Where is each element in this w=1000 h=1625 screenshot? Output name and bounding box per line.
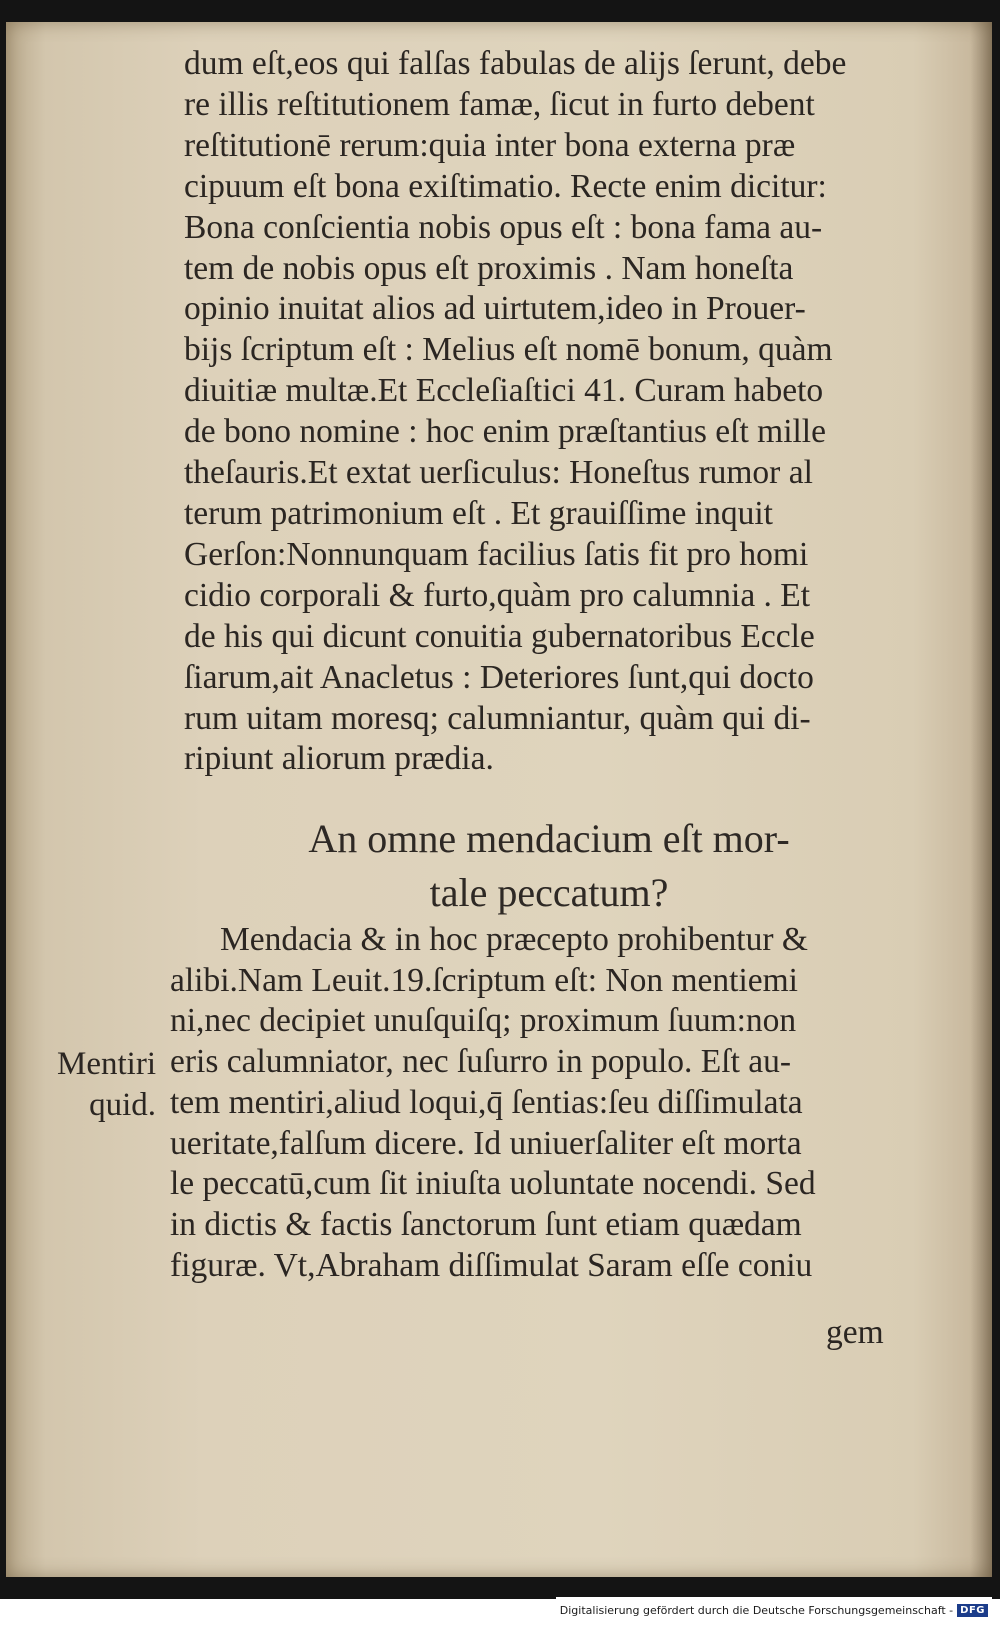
catchword: gem [826,1314,884,1351]
text-line: dum eſt,eos qui falſas fabulas de alijs ſerunt, debe [184,45,847,82]
digitization-credit [556,1597,992,1623]
margin-note [26,1044,156,1126]
text-line: tem mentiri,aliud loqui,q̄ ſentias:ſeu diſſimulata [170,1083,803,1121]
text-line: cipuum eſt bona exiſtimatio. Recte enim dicitur: [184,167,827,205]
text-line: alibi.Nam Leuit.19.ſcriptum eſt: Non mentiemi [170,961,798,999]
main-text-block [184,44,924,780]
text-line: ueritate,falſum dicere. Id uniuerſaliter eſt morta [170,1124,802,1162]
text-line: de his qui dicunt conuitia gubernatoribus Eccle [184,617,815,655]
text-line: rum uitam moresq; calumniantur, quàm qui di- [184,699,811,737]
text-line: diuitiæ multæ.Et Eccleſiaſtici 41. Curam habeto [184,372,824,410]
dfg-logo-icon: DFG [957,1604,988,1617]
section-heading [174,812,924,920]
text-line: ni,nec decipiet unuſquiſq; proximum ſuum:non [170,1002,797,1040]
text-line: Gerſon:Nonnunquam facilius ſatis fit pro homi [184,535,809,573]
text-line: re illis reſtitutionem famæ, ſicut in furto debent [184,85,815,123]
section-body [170,920,915,1286]
text-line: theſauris.Et extat uerſiculus: Honeſtus rumor al [184,454,813,492]
book-page [6,22,992,1577]
text-line: le peccatū,cum ſit iniuſta uoluntate nocendi. Sed [170,1165,816,1203]
text-line: cidio corporali & furto,quàm pro calumnia . Et [184,576,811,614]
text-line: opinio inuitat alios ad uirtutem,ideo in Prouer- [184,290,806,328]
page-gutter-shadow [970,22,992,1577]
text-line: bijs ſcriptum eſt : Melius eſt nomē bonum, quàm [184,331,833,369]
text-line: figuræ. Vt,Abraham diſſimulat Saram eſſe coniu [170,1246,813,1284]
text-line: in dictis & factis ſanctorum ſunt etiam quædam [170,1205,802,1243]
heading-line: tale peccatum? [429,870,669,915]
text-line: Mendacia & in hoc præcepto prohibentur & [220,921,808,958]
footer-credit-text: Digitalisierung gefördert durch die Deutsche Forschungsgemeinschaft - [559,1603,954,1617]
text-line: ripiunt aliorum prædia. [184,740,494,778]
heading-line: An omne mendacium eſt mor- [308,816,790,861]
text-line: reſtitutionē rerum:quia inter bona externa præ [184,126,796,164]
text-line: eris calumniator, nec ſuſurro in populo. Eſt au- [170,1043,792,1081]
margin-note-line: Mentiri [57,1046,156,1082]
text-line: tem de nobis opus eſt proximis . Nam honeſta [184,249,794,287]
text-line: Bona conſcientia nobis opus eſt : bona fama au- [184,208,823,246]
margin-note-line: quid. [89,1087,156,1123]
text-line: de bono nomine : hoc enim præſtantius eſt mille [184,413,826,451]
text-line: terum patrimonium eſt . Et grauiſſime inquit [184,494,773,532]
text-line: ſiarum,ait Anacletus : Deteriores ſunt,qui docto [184,658,814,696]
